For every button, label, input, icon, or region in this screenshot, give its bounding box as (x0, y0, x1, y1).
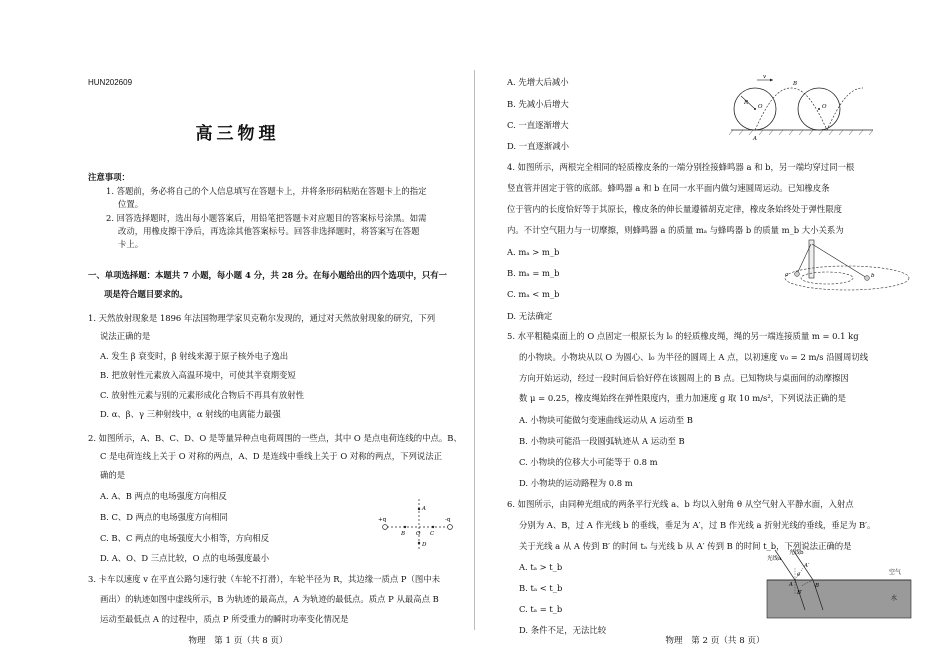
ray-a-label: 光线a (767, 556, 782, 562)
q2-option-a: A. A、B 两点的电场强度方向相反 (100, 491, 227, 501)
section-heading: 一、单项选择题：本题共 7 小题，每小题 4 分，共 28 分。在每小题给出的四个选项中，只有一 (88, 270, 448, 280)
q5-stem: 5. 水平粗糙桌面上的 O 点固定一根原长为 l₀ 的轻质橡皮绳，绳的另一端连接质量 m = 0.1 kg (507, 331, 859, 341)
q1-option-a: A. 发生 β 衰变时，β 射线来源于原子核外电子逸出 (100, 351, 289, 361)
q3-option-a: A. 先增大后减小 (507, 77, 569, 87)
q3-option-b: B. 先减小后增大 (507, 99, 569, 109)
buzzer-rubber-figure (781, 240, 913, 298)
point-c-label: C (430, 531, 435, 537)
q1-stem: 说法正确的是 (100, 331, 151, 341)
water-label: 水 (891, 595, 898, 602)
q2-stem: 2. 如图所示，A、B、C、D、O 是等量异种点电荷周围的一些点，其中 O 是点电荷连线的中点。B、 (88, 433, 462, 443)
q3-stem: 运动至最低点 A 的过程中，质点 P 所受重力的瞬时功率变化情况是 (100, 614, 349, 624)
q5-option-d: D. 小物块的运动路程为 0.8 m (519, 478, 633, 488)
buzzer-b-label: b (871, 273, 875, 279)
q3-stem: 画出）的轨迹如图中虚线所示，B 为轨迹的最高点，A 为轨迹的最低点。质点 P 从最高点 B (100, 594, 439, 604)
center-label-2: O (822, 104, 827, 110)
light-refraction-figure (767, 548, 911, 618)
air-label: 空气 (889, 569, 902, 576)
notice-line: 改动，用橡皮擦干净后，再选涂其他答案标号。回答非选择题时，将答案写在答题 (118, 226, 420, 236)
point-d-label: D (422, 542, 427, 548)
radius-label: R (744, 100, 749, 106)
highest-point-label: B (793, 81, 798, 87)
q2-stem: C 是电荷连线上关于 O 对称的两点，A、D 是连线中垂线上关于 O 对称的两点，下列说法正 (100, 451, 442, 461)
ray-b-label: 光线b (789, 550, 804, 556)
q4-option-b: B. mₐ = m_b (507, 268, 560, 278)
theta-label: θ (797, 572, 801, 578)
page-footer: 物理 第 2 页（共 8 页） (665, 636, 765, 646)
q2-option-b: B. C、D 两点的电场强度方向相同 (100, 512, 228, 522)
q5-stem: 方向开始运动，经过一段时间后恰好停在该圆周上的 B 点。已知物块与桌面间的动摩擦因 (519, 373, 849, 383)
point-o-label: O (416, 531, 421, 537)
q4-option-d: D. 无法确定 (507, 311, 553, 321)
q4-stem: 竖直管并固定于管的底部。蜂鸣器 a 和 b 在同一水平面内做匀速圆周运动。已知橡皮条 (507, 183, 830, 193)
plus-charge-label: +q (378, 517, 387, 523)
q6-option-d: D. 条件不足，无法比较 (519, 625, 607, 635)
notice-heading: 注意事项： (88, 172, 130, 182)
notice-line: 卡上。 (118, 239, 144, 249)
q5-stem: 数 μ = 0.25，橡皮绳始终在弹性限度内，重力加速度 g 取 10 m/s²，下列说法正确的是 (519, 393, 847, 403)
point-a-prime-label: A′ (804, 563, 810, 569)
exam-code: HUN202609 (88, 78, 133, 87)
q6-stem: 分别为 A、B，过 A 作光线 b 的垂线，垂足为 A′，过 B 作光线 a 折射光线的垂线，垂足为 B′。 (519, 520, 876, 530)
buzzer-a-label: a (785, 272, 789, 278)
right-page (475, 0, 950, 672)
notice-line: 1. 答题前，务必将自己的个人信息填写在答题卡上，并将条形码粘贴在答题卡上的指定 (106, 186, 427, 196)
q4-option-a: A. mₐ > m_b (507, 247, 560, 257)
q6-option-c: C. tₐ = t_b (519, 604, 563, 614)
q3-stem: 3. 卡车以速度 v 在平直公路匀速行驶（车轮不打滑），车轮半径为 R，其边缘一质点 P（图中未 (88, 574, 441, 584)
q1-option-c: C. 放射性元素与别的元素形成化合物后不再具有放射性 (100, 390, 305, 400)
q4-stem: 内。不计空气阻力与一切摩擦，则蜂鸣器 a 的质量 mₐ 与蜂鸣器 b 的质量 m_b 大小关系为 (507, 225, 844, 235)
section-heading-cont: 项是符合题目要求的。 (104, 289, 188, 299)
q2-stem: 确的是 (100, 470, 126, 480)
page-title: 高三物理 (195, 124, 280, 144)
center-label-1: O (758, 104, 763, 110)
lowest-point-label: A (753, 136, 757, 142)
page-footer: 物理 第 1 页（共 8 页） (188, 636, 288, 646)
point-a-label: A (422, 506, 426, 512)
wheel-trajectory-figure (727, 74, 877, 140)
q1-option-d: D. α、β、γ 三种射线中，α 射线的电离能力最强 (100, 409, 281, 419)
q6-option-a: A. tₐ > t_b (519, 562, 563, 572)
q4-option-c: C. mₐ < m_b (507, 289, 560, 299)
point-a-label: A (789, 582, 793, 588)
q5-option-b: B. 小物块可能沿一段圆弧轨迹从 A 运动至 B (519, 436, 685, 446)
point-b-label: B (815, 583, 820, 589)
q4-stem: 4. 如图所示，两根完全相同的轻质橡皮条的一端分别拴接蜂鸣器 a 和 b，另一端均穿过同一根 (507, 162, 855, 172)
point-b-prime-label: B′ (797, 590, 803, 596)
q6-stem: 关于光线 a 从 A 传到 B′ 的时间 tₐ 与光线 b 从 A′ 传到 B 的时间 t_b，下列说法正确的是 (519, 541, 852, 551)
charge-field-figure (375, 495, 455, 553)
q6-option-b: B. tₐ < t_b (519, 583, 563, 593)
q5-stem: 的小物块。小物块从以 O 为圆心、l₀ 为半径的圆周上 A 点，以初速度 v₀ = 2 m/s 沿圆周切线 (519, 352, 869, 362)
q1-option-b: B. 把放射性元素放入高温环境中，可使其半衰期变短 (100, 370, 296, 380)
q2-option-d: D. A、O、D 三点比较，O 点的电场强度最小 (100, 553, 270, 563)
velocity-label: v (763, 74, 767, 80)
q5-option-a: A. 小物块可能做匀变速曲线运动从 A 运动至 B (519, 415, 693, 425)
q5-option-c: C. 小物块的位移大小可能等于 0.8 m (519, 457, 658, 467)
q4-stem: 位于管内的长度恰好等于其原长，橡皮条的伸长量遵循胡克定律，橡皮条始终处于弹性限度 (507, 204, 842, 214)
notice-line: 位置。 (118, 199, 144, 209)
q3-option-c: C. 一直逐渐增大 (507, 120, 569, 130)
q1-stem: 1. 天然放射现象是 1896 年法国物理学家贝克勒尔发现的，通过对天然放射现象的研究，下列 (88, 313, 436, 323)
q2-option-c: C. B、C 两点的电场强度大小相等，方向相反 (100, 533, 270, 543)
point-b-label: B (401, 531, 406, 537)
minus-charge-label: -q (445, 517, 451, 523)
q6-stem: 6. 如图所示，由同种光组成的两条平行光线 a、b 均以入射角 θ 从空气射入平静水面，入射点 (507, 499, 854, 509)
notice-line: 2. 回答选择题时，选出每小题答案后，用铅笔把答题卡对应题目的答案标号涂黑。如需 (106, 213, 427, 223)
q3-option-d: D. 一直逐渐减小 (507, 141, 569, 151)
